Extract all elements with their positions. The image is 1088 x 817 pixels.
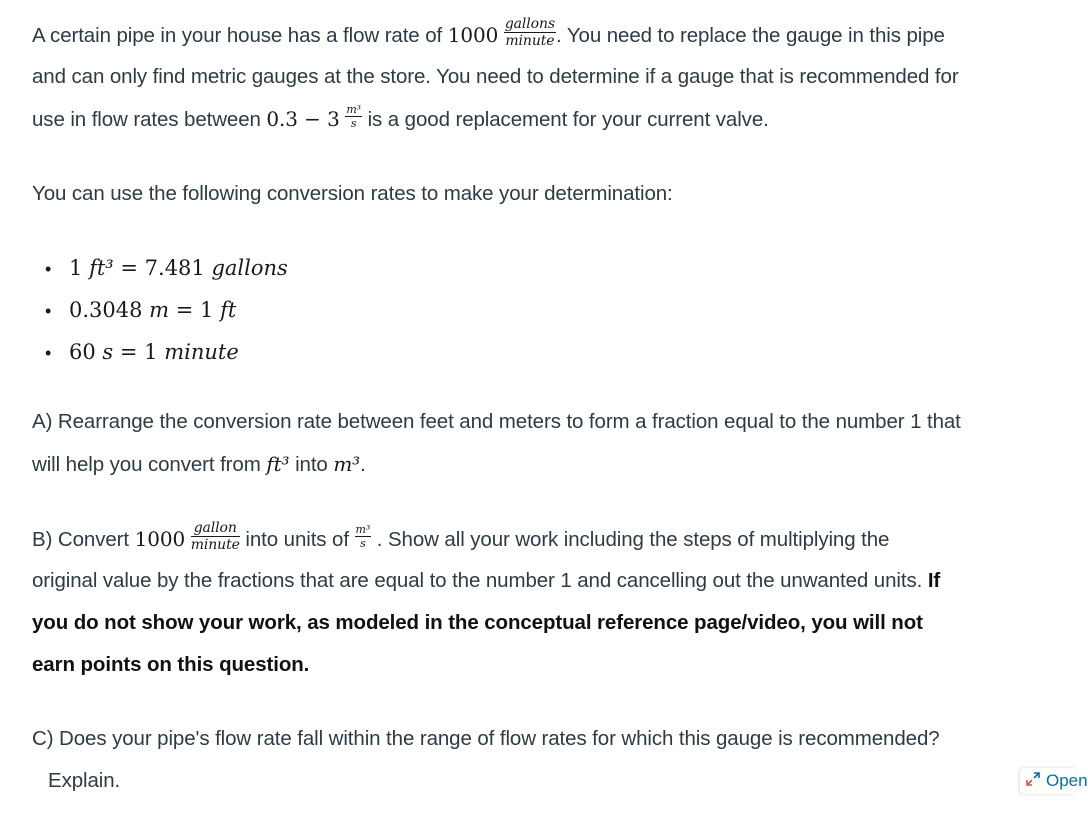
intro-text: use in flow rates between bbox=[32, 108, 267, 131]
flow-rate-value: 1000 bbox=[134, 527, 186, 551]
flow-rate-value: 1000 bbox=[447, 23, 499, 47]
target-unit-fraction bbox=[355, 524, 372, 549]
fraction-denominator: minute bbox=[505, 33, 555, 50]
conversion-list bbox=[45, 248, 288, 374]
equals-sign: = bbox=[113, 340, 145, 364]
fraction-denominator: minute bbox=[190, 537, 240, 554]
part-c-line-1: C) Does your pipe's flow rate fall within the range of flow rates for which this gauge is recommended? bbox=[32, 727, 940, 750]
fraction-numerator: m³ bbox=[346, 103, 361, 117]
intro-line-1 bbox=[32, 14, 945, 57]
conversion-lhs-value: 60 bbox=[69, 340, 96, 364]
gallons-per-minute-fraction bbox=[504, 17, 556, 48]
fraction-denominator: s bbox=[350, 117, 357, 131]
intro-line-2: and can only find metric gauges at the store. You need to determine if a gauge that is recommended for bbox=[32, 65, 959, 88]
conversion-intro: You can use the following conversion rates to make your determination: bbox=[32, 182, 673, 205]
part-b-line-1 bbox=[32, 518, 889, 561]
part-a-line-1: A) Rearrange the conversion rate between feet and meters to form a fraction equal to the number 1 that bbox=[32, 410, 961, 433]
part-b-line-3 bbox=[32, 602, 923, 644]
conversion-item bbox=[45, 332, 288, 374]
part-b-line-4 bbox=[32, 644, 309, 686]
fraction-numerator: m³ bbox=[355, 523, 371, 537]
fraction-denominator: s bbox=[360, 537, 366, 551]
cubic-meters-per-second-fraction bbox=[345, 104, 362, 129]
part-b-text: into units of bbox=[239, 528, 355, 551]
expand-icon bbox=[1026, 771, 1040, 791]
intro-text: A certain pipe in your house has a flow rate of bbox=[32, 24, 448, 47]
bullet-icon: • bbox=[45, 259, 52, 279]
bullet-icon: • bbox=[45, 343, 52, 363]
conversion-lhs-unit: ft³ bbox=[89, 256, 114, 280]
part-b-warning: If bbox=[927, 569, 941, 592]
part-b-text: . Show all your work including the steps of multiplying the bbox=[371, 528, 890, 551]
part-b-warning: you do not show your work, as modeled in the conceptual reference page/video, you will not bbox=[32, 611, 923, 634]
to-unit: m³ bbox=[333, 452, 361, 476]
conversion-rhs-unit: gallons bbox=[211, 256, 288, 280]
conversion-lhs-unit: s bbox=[102, 340, 114, 364]
conversion-rhs-value: 1 bbox=[200, 298, 214, 322]
gallon-per-minute-fraction bbox=[191, 521, 240, 552]
part-c-line-2: Explain. bbox=[48, 769, 121, 792]
part-b-warning: earn points on this question. bbox=[32, 653, 310, 676]
part-b-text: original value by the fractions that are equal to the number 1 and cancelling out the unwanted units. bbox=[32, 569, 928, 592]
gauge-range: 0.3 − 3 bbox=[266, 107, 340, 131]
part-a-text: into bbox=[289, 453, 334, 476]
conversion-item bbox=[45, 248, 288, 290]
conversion-item bbox=[45, 290, 288, 332]
part-a-text: will help you convert from bbox=[32, 453, 267, 476]
conversion-lhs-value: 0.3048 bbox=[69, 298, 143, 322]
part-b-line-2 bbox=[32, 560, 940, 602]
fraction-numerator: gallons bbox=[504, 16, 556, 33]
intro-text: . You need to replace the gauge in this pipe bbox=[556, 24, 945, 47]
bullet-icon: • bbox=[45, 301, 52, 321]
conversion-rhs-value: 7.481 bbox=[144, 256, 205, 280]
part-a-text: . bbox=[360, 453, 366, 476]
from-unit: ft³ bbox=[266, 452, 290, 476]
open-button-label: Open bbox=[1046, 771, 1088, 790]
equals-sign: = bbox=[169, 298, 201, 322]
part-b-text: B) Convert bbox=[32, 528, 135, 551]
conversion-rhs-unit: ft bbox=[220, 298, 237, 322]
conversion-rhs-unit: minute bbox=[164, 340, 239, 364]
conversion-lhs-unit: m bbox=[149, 298, 170, 322]
part-a-line-2 bbox=[32, 443, 366, 486]
equals-sign: = bbox=[113, 256, 145, 280]
fraction-numerator: gallon bbox=[191, 521, 240, 537]
conversion-lhs-value: 1 bbox=[69, 256, 83, 280]
conversion-rhs-value: 1 bbox=[144, 340, 158, 364]
open-button[interactable] bbox=[1020, 768, 1088, 794]
intro-text: is a good replacement for your current valve. bbox=[361, 108, 769, 131]
intro-line-3 bbox=[32, 98, 769, 141]
